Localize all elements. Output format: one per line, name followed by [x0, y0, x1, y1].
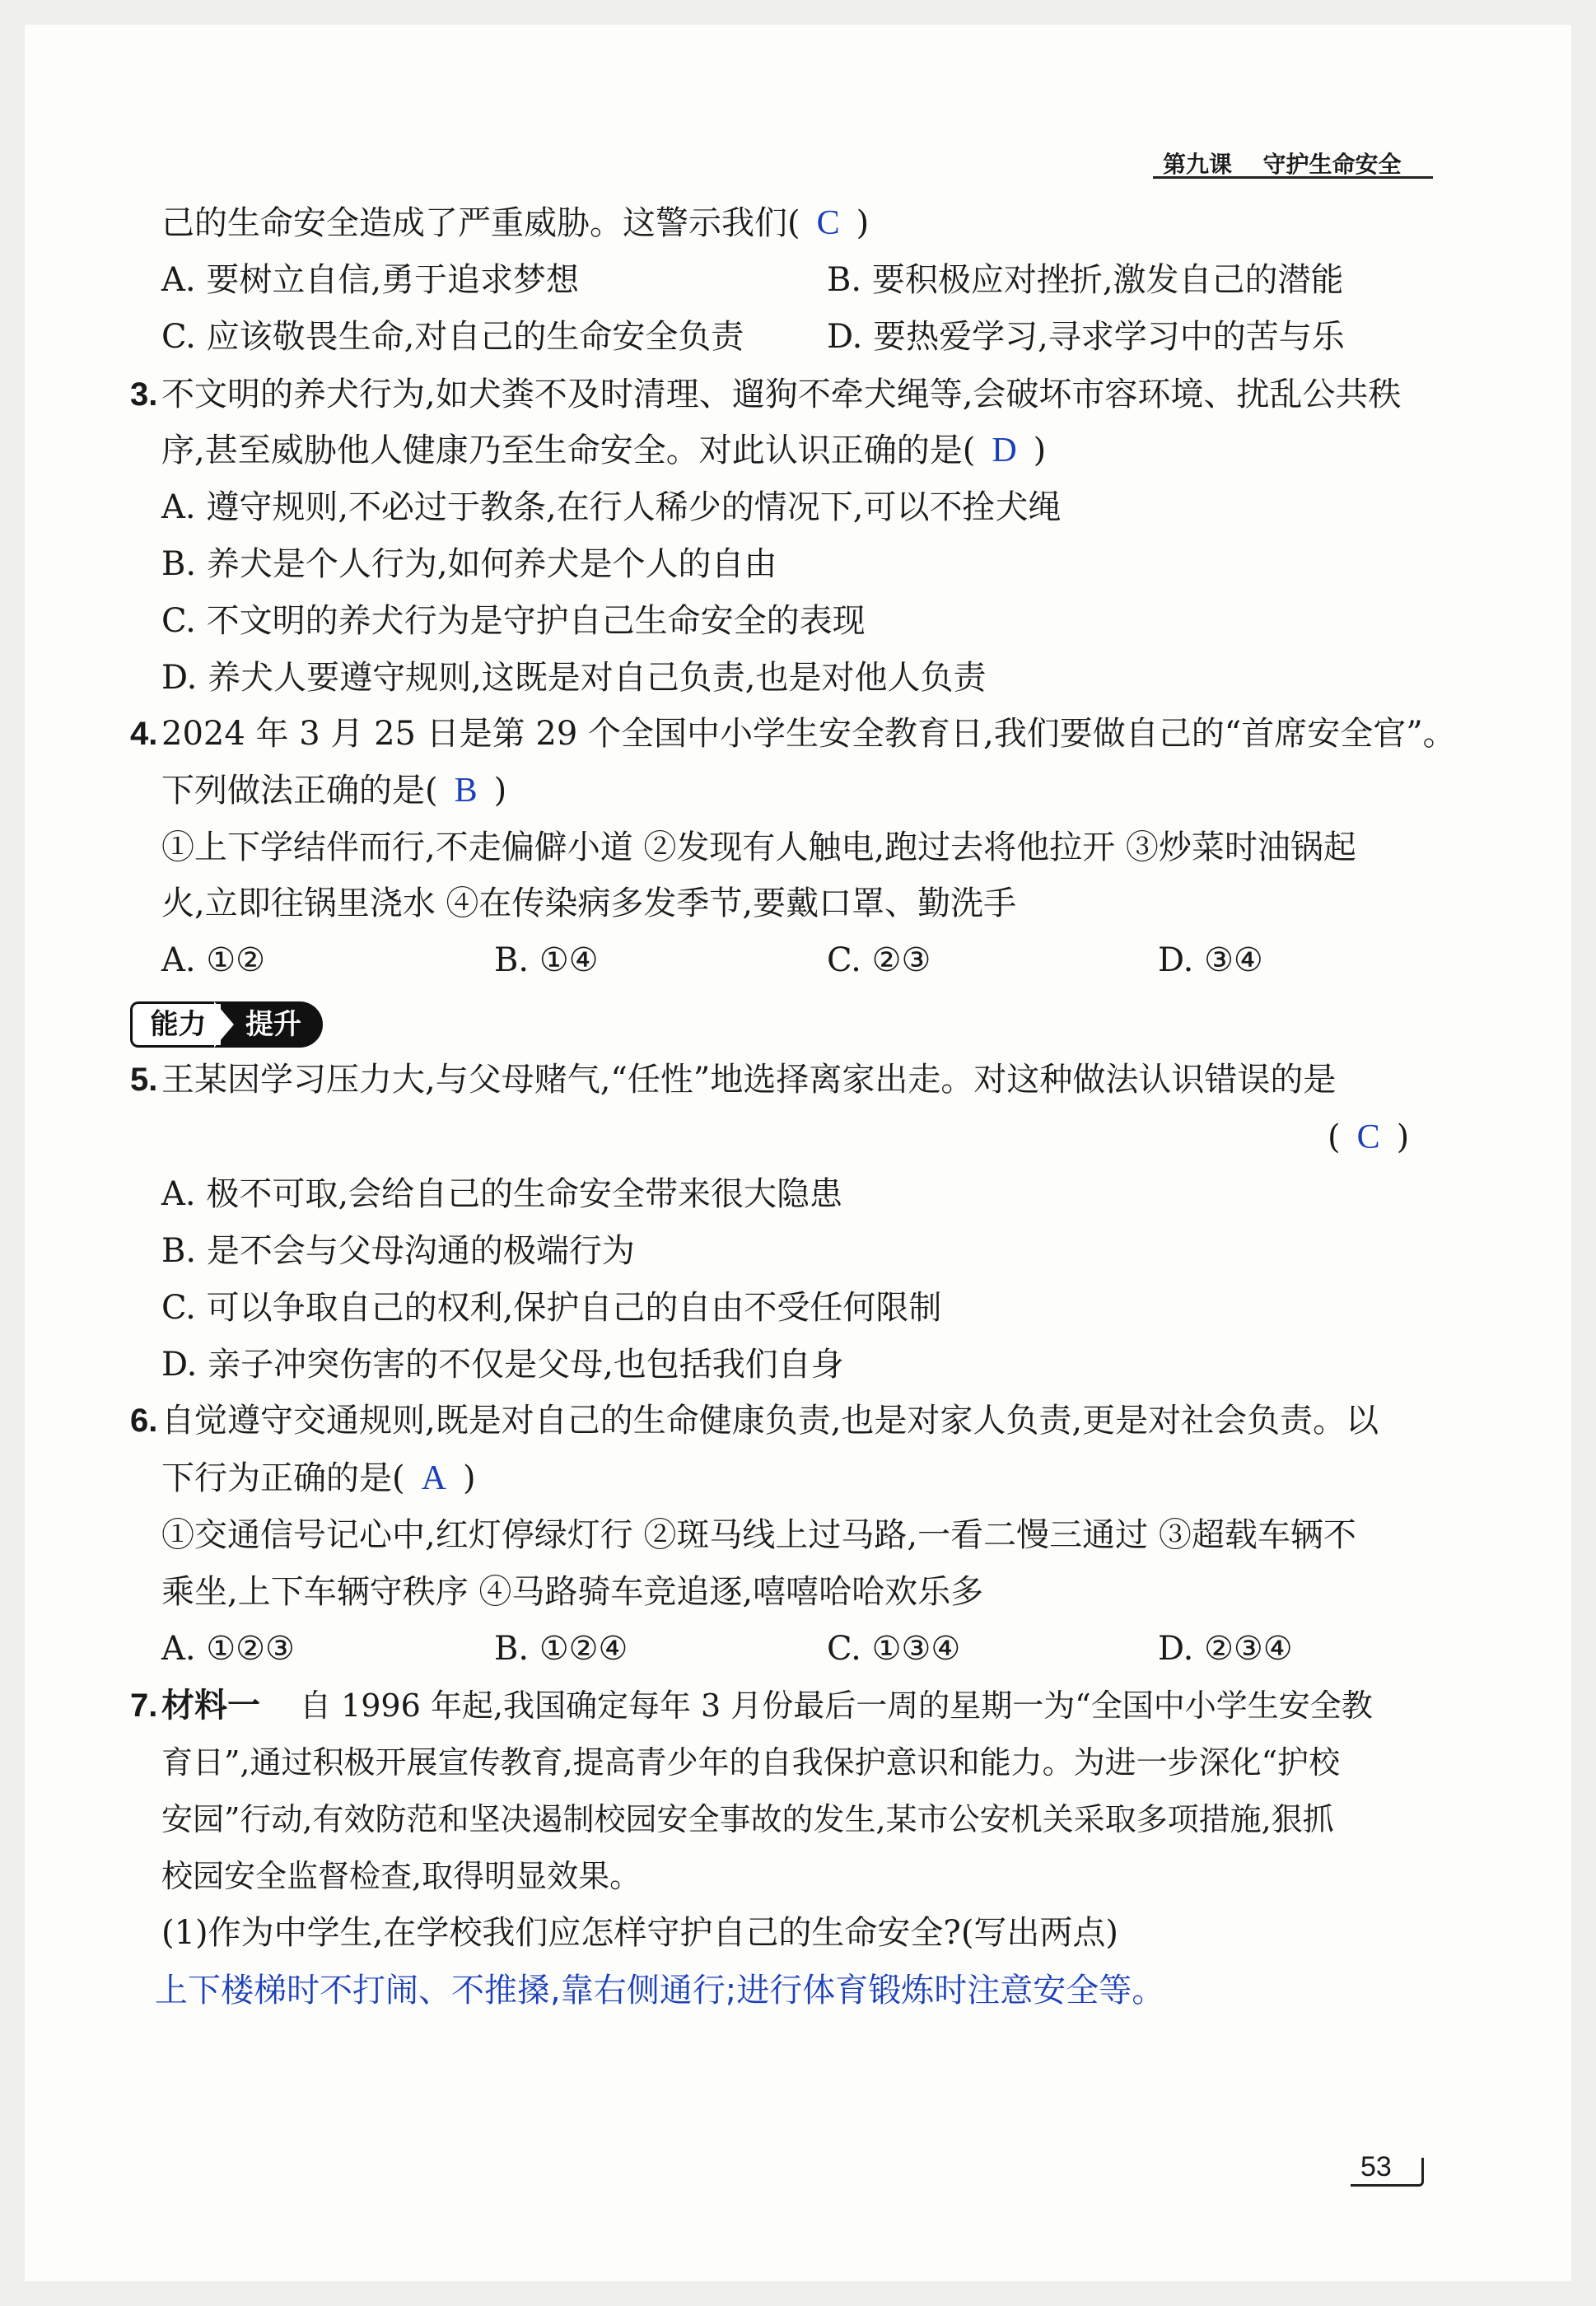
q5-number: 5.: [130, 1062, 158, 1098]
q6-items-line1: ①交通信号记心中,红灯停绿灯行 ②斑马线上过马路,一看二慢三通过 ③超载车辆不: [161, 1516, 1356, 1554]
q7-material-line2: 育日”,通过积极开展宣传教育,提高青少年的自我保护意识和能力。为进一步深化“护校: [161, 1744, 1341, 1781]
q3-line1: 不文明的养犬行为,如犬粪不及时清理、遛狗不牵犬绳等,会破坏市容环境、扰乱公共秩: [161, 376, 1402, 413]
q4-number: 4.: [130, 716, 158, 752]
q4-option-a: A. ①②: [161, 941, 266, 979]
q2-option-d: D. 要热爱学习,寻求学习中的苦与乐: [827, 318, 1345, 356]
lesson-title: 守护生命安全: [1262, 151, 1402, 178]
page-number: 53: [1360, 2151, 1392, 2182]
q3-line2: 序,甚至威胁他人健康乃至生命安全。对此认识正确的是( D ): [161, 432, 1047, 469]
header-rule: [1153, 176, 1433, 179]
page-number-underline: [1351, 2184, 1418, 2187]
q5-line1: 王某因学习压力大,与父母赌气,“任性”地选择离家出走。对这种做法认识错误的是: [161, 1061, 1337, 1099]
q5-answer: C: [1356, 1118, 1380, 1156]
lesson-header: [1163, 147, 1402, 180]
q5-option-d: D. 亲子冲突伤害的不仅是父母,也包括我们自身: [161, 1346, 844, 1384]
q3-number: 3.: [130, 376, 158, 413]
q3-option-b: B. 养犬是个人行为,如何养犬是个人的自由: [161, 545, 777, 583]
q7-material-line4: 校园安全监督检查,取得明显效果。: [161, 1858, 642, 1894]
q4-line1: 2024 年 3 月 25 日是第 29 个全国中小学生安全教育日,我们要做自己的“首席安全官”。: [161, 715, 1456, 753]
q4-option-b: B. ①④: [494, 941, 599, 979]
q4-option-c: C. ②③: [827, 941, 931, 979]
q2-stem: 己的生命安全造成了严重威胁。这警示我们( C ): [161, 204, 870, 242]
q5-option-b: B. 是不会与父母沟通的极端行为: [161, 1232, 635, 1270]
section-heading-left: 能力: [130, 1001, 224, 1048]
q2-answer: C: [816, 204, 840, 242]
q6-option-d: D. ②③④: [1158, 1630, 1293, 1668]
q5-option-c: C. 可以争取自己的权利,保护自己的自由不受任何限制: [161, 1289, 942, 1327]
q3-option-a: A. 遵守规则,不必过于教条,在行人稀少的情况下,可以不拴犬绳: [161, 488, 1062, 526]
q3-option-d: D. 养犬人要遵守规则,这既是对自己负责,也是对他人负责: [161, 659, 987, 697]
section-heading-divider: [214, 1001, 234, 1048]
q4-answer: B: [454, 772, 478, 810]
q7-material-line3: 安园”行动,有效防范和坚决遏制校园安全事故的发生,某市公安机关采取多项措施,狠抓: [161, 1801, 1334, 1837]
q6-line2: 下行为正确的是( A ): [161, 1459, 476, 1497]
q5-answer-bracket: ( C ): [1328, 1118, 1410, 1156]
q6-option-a: A. ①②③: [161, 1630, 295, 1668]
q3-answer: D: [992, 432, 1017, 469]
q3-option-c: C. 不文明的养犬行为是守护自己生命安全的表现: [161, 602, 866, 640]
q2-option-b: B. 要积极应对挫折,激发自己的潜能: [827, 261, 1344, 299]
q6-line1: 自觉遵守交通规则,既是对自己的生命健康负责,也是对家人负责,更是对社会负责。以: [161, 1402, 1379, 1440]
q7-subquestion-1: (1)作为中学生,在学校我们应怎样守护自己的生命安全?(写出两点): [161, 1914, 1119, 1952]
section-heading-right: 提升: [221, 1001, 323, 1048]
q4-line2: 下列做法正确的是( B ): [161, 772, 507, 810]
q7-subquestion-1-answer: 上下楼梯时不打闹、不推搡,靠右侧通行;进行体育锻炼时注意安全等。: [155, 1972, 1165, 2010]
q4-items-line2: 火,立即往锅里浇水 ④在传染病多发季节,要戴口罩、勤洗手: [161, 885, 1017, 922]
q2-option-c: C. 应该敬畏生命,对自己的生命安全负责: [161, 318, 744, 356]
section-heading-ability-improve: [130, 1001, 323, 1048]
q7-material-label: 材料一: [161, 1687, 260, 1725]
q6-number: 6.: [130, 1403, 158, 1439]
q2-option-a: A. 要树立自信,勇于追求梦想: [161, 261, 580, 299]
page-number-corner: [1415, 2158, 1424, 2187]
lesson-number: 第九课: [1163, 151, 1233, 178]
q6-option-c: C. ①③④: [827, 1630, 961, 1668]
q4-items-line1: ①上下学结伴而行,不走偏僻小道 ②发现有人触电,跑过去将他拉开 ③炒菜时油锅起: [161, 829, 1356, 866]
q6-items-line2: 乘坐,上下车辆守秩序 ④马路骑车竞追逐,嘻嘻哈哈欢乐多: [161, 1573, 984, 1611]
q6-answer: A: [421, 1459, 446, 1497]
q6-option-b: B. ①②④: [494, 1630, 628, 1668]
q7-material-line1: 自 1996 年起,我国确定每年 3 月份最后一周的星期一为“全国中小学生安全教: [300, 1687, 1373, 1724]
q4-option-d: D. ③④: [1158, 941, 1263, 979]
q5-option-a: A. 极不可取,会给自己的生命安全带来很大隐患: [161, 1175, 843, 1213]
q7-number: 7.: [130, 1687, 158, 1724]
